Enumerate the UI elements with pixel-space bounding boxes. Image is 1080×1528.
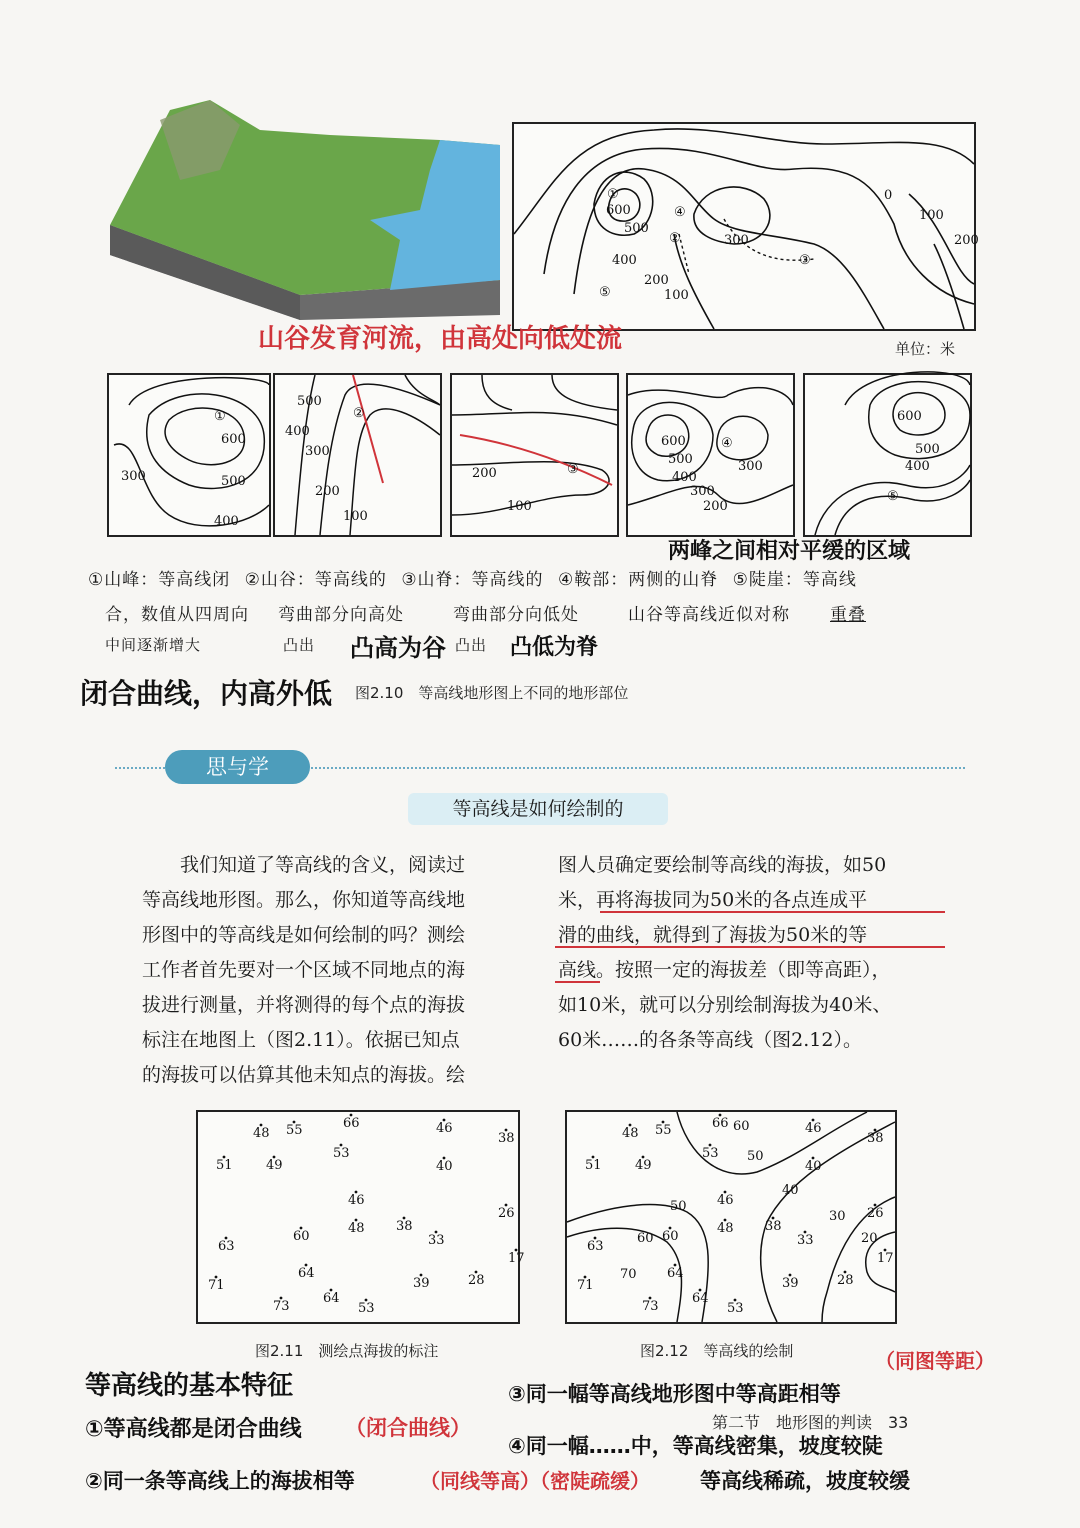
panel4-label-300: 300 <box>690 484 715 499</box>
fig211-point-label: 38 <box>396 1219 413 1234</box>
hand-note-3-red: （同图等距） <box>875 1349 995 1373</box>
fig211-point-label: 38 <box>498 1131 515 1146</box>
fig211-point-label: 55 <box>286 1123 303 1138</box>
big-map-p5: ⑤ <box>599 285 611 300</box>
hand-note-1-red: （闭合曲线） <box>345 1416 471 1440</box>
fig212-point-label: 17 <box>877 1251 894 1266</box>
desc-cliff: 重叠 <box>830 605 866 625</box>
fig211-point-label: 48 <box>253 1126 270 1141</box>
hand-note-title: 等高线的基本特征 <box>85 1371 294 1401</box>
col1-line: 拔进行测量，并将测得的每个点的海拔 <box>142 994 466 1016</box>
note-ridge-shape: 凸低为脊 <box>510 635 599 660</box>
fig212-point-label: 49 <box>635 1158 652 1173</box>
fig212-point-label: 66 <box>712 1116 729 1131</box>
panel2-label-500: 500 <box>297 394 322 409</box>
big-map-r100: 100 <box>919 208 944 223</box>
section-title: 等高线是如何绘制的 <box>408 793 668 825</box>
big-map-500: 500 <box>624 221 649 236</box>
fig212-map <box>565 1110 897 1324</box>
fig212-point-label: 48 <box>622 1126 639 1141</box>
panel5-label-400: 400 <box>905 459 930 474</box>
hand-note-2-red: （同线等高）（密陡疏缓） <box>420 1469 650 1493</box>
panel2-label-300: 300 <box>305 444 330 459</box>
fig212-point-label: 64 <box>692 1291 709 1306</box>
fig211-point-label: 49 <box>266 1158 283 1173</box>
fig211-point-label: 17 <box>508 1251 525 1266</box>
unit-label: 单位：米 <box>895 340 956 358</box>
col2-line: 60米……的各条等高线（图2.12）。 <box>558 1029 862 1051</box>
panel1-label-400: 400 <box>214 514 239 529</box>
note-peak-shape: 闭合曲线，内高外低 <box>80 677 333 710</box>
term-peak: ①山峰：等高线闭 <box>88 570 231 590</box>
fig211-point-label: 39 <box>413 1276 430 1291</box>
term-valley: ②山谷：等高线的 <box>244 570 387 590</box>
fig211-point-label: 28 <box>468 1273 485 1288</box>
big-map-p2: ② <box>669 231 681 246</box>
big-map-p3: ③ <box>799 253 811 268</box>
fig212-point-label: 53 <box>702 1146 719 1161</box>
fig211-point-label: 64 <box>323 1291 340 1306</box>
panel4-label-300-right: 300 <box>738 459 763 474</box>
fig212-point-label: 40 <box>805 1159 822 1174</box>
fig211-point-label: 71 <box>208 1278 225 1293</box>
hand-note-1: ①等高线都是闭合曲线 <box>85 1417 302 1442</box>
fig211-point-label: 46 <box>348 1193 365 1208</box>
desc-valley: 弯曲部分向高处 <box>278 605 404 625</box>
fig212-point-label: 33 <box>797 1233 814 1248</box>
fig212-label-50-top: 50 <box>747 1149 764 1164</box>
fig212-point-label: 71 <box>577 1278 594 1293</box>
fig211-point-label: 66 <box>343 1116 360 1131</box>
fig212-point-label: 28 <box>837 1273 854 1288</box>
fig212-point-label: 53 <box>727 1301 744 1316</box>
panel1-label-600: 600 <box>221 432 246 447</box>
big-map-peak-label: ① <box>607 187 619 202</box>
desc-peak: 合，数值从四周向 <box>105 605 249 625</box>
panel2-label-valley: ② <box>353 406 365 421</box>
col2-line: 米，再将海拔同为50米的各点连成平 <box>558 889 868 911</box>
fig211-point-label: 64 <box>298 1266 315 1281</box>
hand-note-3: ③同一幅等高线地形图中等高距相等 <box>508 1382 841 1406</box>
panel5-label-600: 600 <box>897 409 922 424</box>
fig212-label-30: 30 <box>829 1209 846 1224</box>
panel4-label-600: 600 <box>661 434 686 449</box>
hand-note-4: ④同一幅……中，等高线密集，坡度较陡 <box>508 1434 883 1458</box>
contour-map-main <box>512 122 979 331</box>
col1-line: 形图中的等高线是如何绘制的吗？测绘 <box>142 924 466 946</box>
col2-line: 高线。按照一定的海拔差（即等高距）， <box>558 959 891 981</box>
panel2-label-400: 400 <box>285 424 310 439</box>
panel5-label-cliff: ⑤ <box>887 489 899 504</box>
panel-valley <box>273 373 442 537</box>
big-map-200: 200 <box>644 273 669 288</box>
fig211-point-label: 33 <box>428 1233 445 1248</box>
fig211-point-label: 53 <box>333 1146 350 1161</box>
fig210-caption: 图2.10 等高线地形图上不同的地形部位 <box>355 684 629 702</box>
fig212-point-label: 46 <box>805 1121 822 1136</box>
fig211-point-label: 40 <box>436 1159 453 1174</box>
panel3-label-100: 100 <box>507 499 532 514</box>
panel-saddle <box>626 373 795 537</box>
col2-line: 如10米，就可以分别绘制海拔为40米、 <box>558 994 892 1016</box>
note-saddle: 两峰之间相对平缓的区域 <box>668 539 911 564</box>
panel4-label-200: 200 <box>703 499 728 514</box>
panel1-label-500: 500 <box>221 474 246 489</box>
fig211-point-label: 51 <box>216 1158 233 1173</box>
terrain-3d-illustration <box>100 90 510 320</box>
big-map-600: 600 <box>606 203 631 218</box>
panel4-label-saddle: ④ <box>721 436 733 451</box>
term-saddle: ④鞍部：两侧的山脊 <box>557 570 719 590</box>
fig211-caption: 图2.11 测绘点海拔的标注 <box>255 1342 439 1360</box>
hand-note-2b: 等高线稀疏，坡度较缓 <box>700 1469 910 1493</box>
fig211-point-label: 46 <box>436 1121 453 1136</box>
fig211-point-label: 53 <box>358 1301 375 1316</box>
col1-line: 我们知道了等高线的含义，阅读过 <box>180 854 466 876</box>
fig212-point-label: 73 <box>642 1299 659 1314</box>
fig212-point-label: 55 <box>655 1123 672 1138</box>
big-map-100: 100 <box>664 288 689 303</box>
fig212-point-label: 63 <box>587 1239 604 1254</box>
panel-cliff <box>803 373 972 537</box>
panel1-label-peak: ① <box>214 409 226 424</box>
note-valley-shape: 凸高为谷 <box>350 634 446 662</box>
desc-ridge-2: 凸出 <box>455 636 488 654</box>
big-map-0: 0 <box>884 188 893 203</box>
col1-line: 标注在地图上（图2.11）。依据已知点 <box>142 1029 460 1051</box>
fig212-point-label: 51 <box>585 1158 602 1173</box>
panel2-label-200: 200 <box>315 484 340 499</box>
fig212-label-20: 20 <box>861 1231 878 1246</box>
fig211-point-label: 63 <box>218 1239 235 1254</box>
col2-line: 图人员确定要绘制等高线的海拔，如50 <box>558 854 887 876</box>
panel2-label-100: 100 <box>343 509 368 524</box>
fig212-point-label: 38 <box>765 1219 782 1234</box>
desc-valley-2: 凸出 <box>283 636 316 654</box>
note-valley-river: 山谷发育河流，由高处向低处流 <box>258 324 623 354</box>
big-map-p4: ④ <box>674 205 686 220</box>
fig212-point-label: 46 <box>717 1193 734 1208</box>
panel3-label-200: 200 <box>472 466 497 481</box>
body-column-1 <box>142 848 522 1093</box>
fig212-label-60-left: 60 <box>637 1231 654 1246</box>
big-map-300: 300 <box>724 233 749 248</box>
fig212-caption: 图2.12 等高线的绘制 <box>640 1342 794 1360</box>
panel5-label-500: 500 <box>915 442 940 457</box>
col1-line: 等高线地形图。那么，你知道等高线地 <box>142 889 466 911</box>
fig211-point-label: 73 <box>273 1299 290 1314</box>
col1-line: 的海拔可以估算其他未知点的海拔。绘 <box>142 1064 466 1086</box>
fig211-point-label: 26 <box>498 1206 515 1221</box>
panel-peak <box>107 373 271 537</box>
red-underlines <box>555 880 955 990</box>
fig212-point-label: 64 <box>667 1266 684 1281</box>
panel1-label-300: 300 <box>121 469 146 484</box>
desc-peak-2: 中间逐渐增大 <box>105 636 202 654</box>
fig212-point-label: 39 <box>782 1276 799 1291</box>
section-badge: 思与学 <box>165 750 310 784</box>
fig212-label-50-left: 50 <box>670 1199 687 1214</box>
term-cliff: ⑤陡崖：等高线 <box>732 570 857 590</box>
big-map-r200: 200 <box>954 233 979 248</box>
fig212-label-70: 70 <box>620 1267 637 1282</box>
desc-saddle: 山谷等高线近似对称 <box>628 605 790 625</box>
big-map-400: 400 <box>612 253 637 268</box>
hand-note-2: ②同一条等高线上的海拔相等 <box>85 1469 355 1493</box>
col1-line: 工作者首先要对一个区域不同地点的海 <box>142 959 466 981</box>
desc-ridge: 弯曲部分向低处 <box>453 605 579 625</box>
fig212-label-60-top: 60 <box>733 1119 750 1134</box>
fig212-point-label: 26 <box>867 1206 884 1221</box>
panel4-label-500: 500 <box>668 452 693 467</box>
fig212-label-40: 40 <box>782 1183 799 1198</box>
fig212-point-label: 60 <box>662 1229 679 1244</box>
term-ridge: ③山脊：等高线的 <box>401 570 544 590</box>
col2-line: 滑的曲线，就得到了海拔为50米的等 <box>558 924 868 946</box>
panel-ridge <box>450 373 619 537</box>
page-footer: 第二节 地形图的判读 33 <box>712 1413 909 1432</box>
fig212-point-label: 38 <box>867 1131 884 1146</box>
panel3-label-ridge: ③ <box>567 462 579 477</box>
panel4-label-400: 400 <box>672 470 697 485</box>
fig211-map <box>196 1110 525 1324</box>
fig212-point-label: 48 <box>717 1221 734 1236</box>
fig211-point-label: 60 <box>293 1229 310 1244</box>
fig211-point-label: 48 <box>348 1221 365 1236</box>
